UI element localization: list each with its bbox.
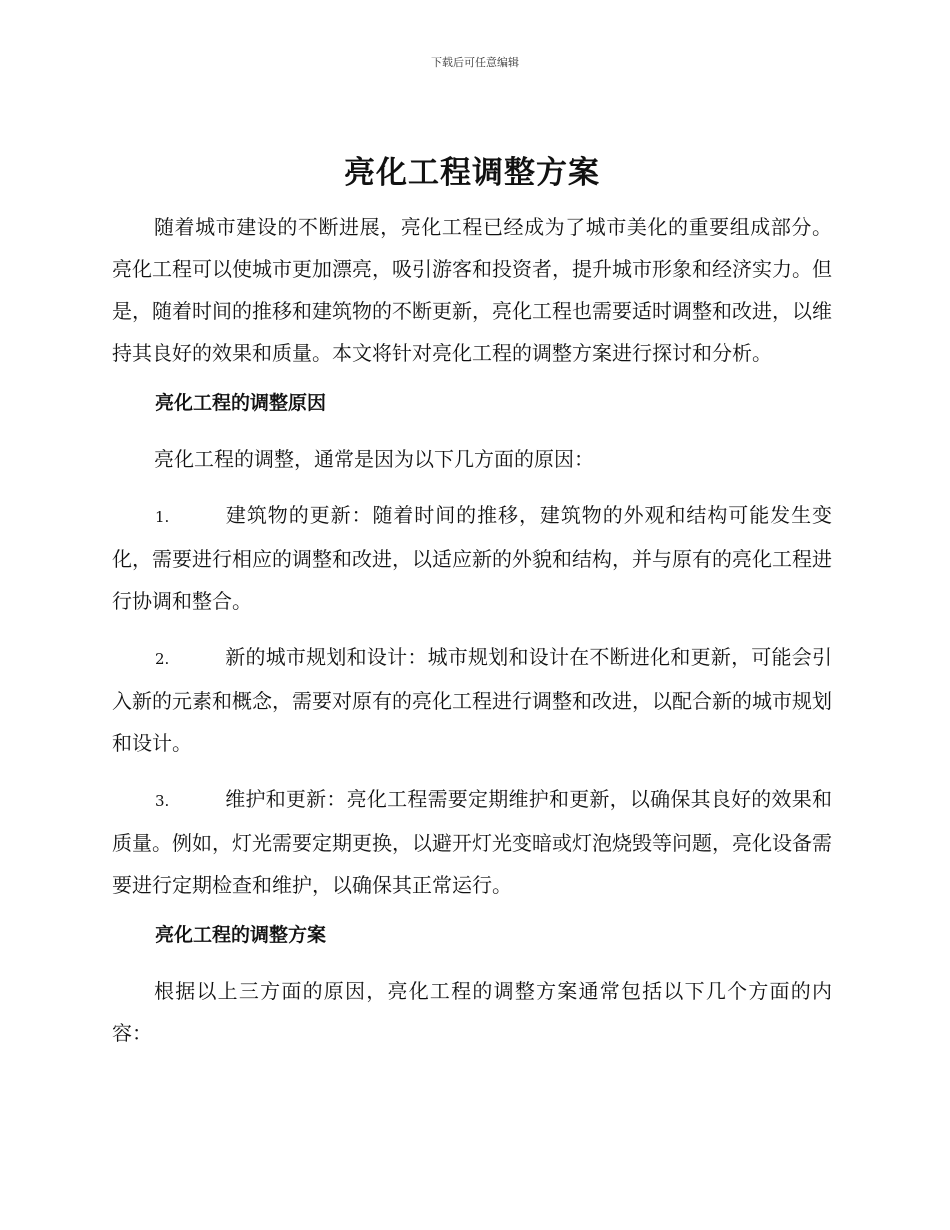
list-item-text: 建筑物的更新：随着时间的推移，建筑物的外观和结构可能发生变化，需要进行相应的调整和改进，以适应新的外貌和结构，并与原有的亮化工程进行协调和整合。 [112, 503, 832, 613]
list-item-number: 2. [155, 650, 170, 668]
section-heading-plan: 亮化工程的调整方案 [155, 924, 327, 946]
list-item [112, 494, 832, 622]
list-item-text: 新的城市规划和设计：城市规划和设计在不断进化和更新，可能会引入新的元素和概念，需要对原有的亮化工程进行调整和改进，以配合新的城市规划和设计。 [112, 645, 832, 755]
list-item [112, 636, 832, 764]
document-body [112, 148, 832, 1068]
intro-paragraph: 随着城市建设的不断进展，亮化工程已经成为了城市美化的重要组成部分。亮化工程可以使城市更加漂亮，吸引游客和投资者，提升城市形象和经济实力。但是，随着时间的推移和建筑物的不断更新，亮化工程也需要适时调整和改进，以维持其良好的效果和质量。本文将针对亮化工程的调整方案进行探讨和分析。 [112, 215, 832, 365]
section-heading-reasons: 亮化工程的调整原因 [155, 392, 327, 414]
list-item-text: 维护和更新：亮化工程需要定期维护和更新，以确保其良好的效果和质量。例如，灯光需要定期更换，以避开灯光变暗或灯泡烧毁等问题，亮化设备需要进行定期检查和维护，以确保其正常运行。 [112, 787, 832, 897]
plan-lead-paragraph: 根据以上三方面的原因，亮化工程的调整方案通常包括以下几个方面的内容： [112, 979, 832, 1045]
page-header-note: 下载后可任意编辑 [431, 56, 519, 69]
list-item [112, 778, 832, 906]
document-title: 亮化工程调整方案 [344, 155, 600, 191]
list-item-number: 1. [155, 508, 170, 526]
reasons-lead-paragraph: 亮化工程的调整，通常是因为以下几方面的原因： [154, 447, 594, 471]
list-item-number: 3. [155, 792, 170, 810]
